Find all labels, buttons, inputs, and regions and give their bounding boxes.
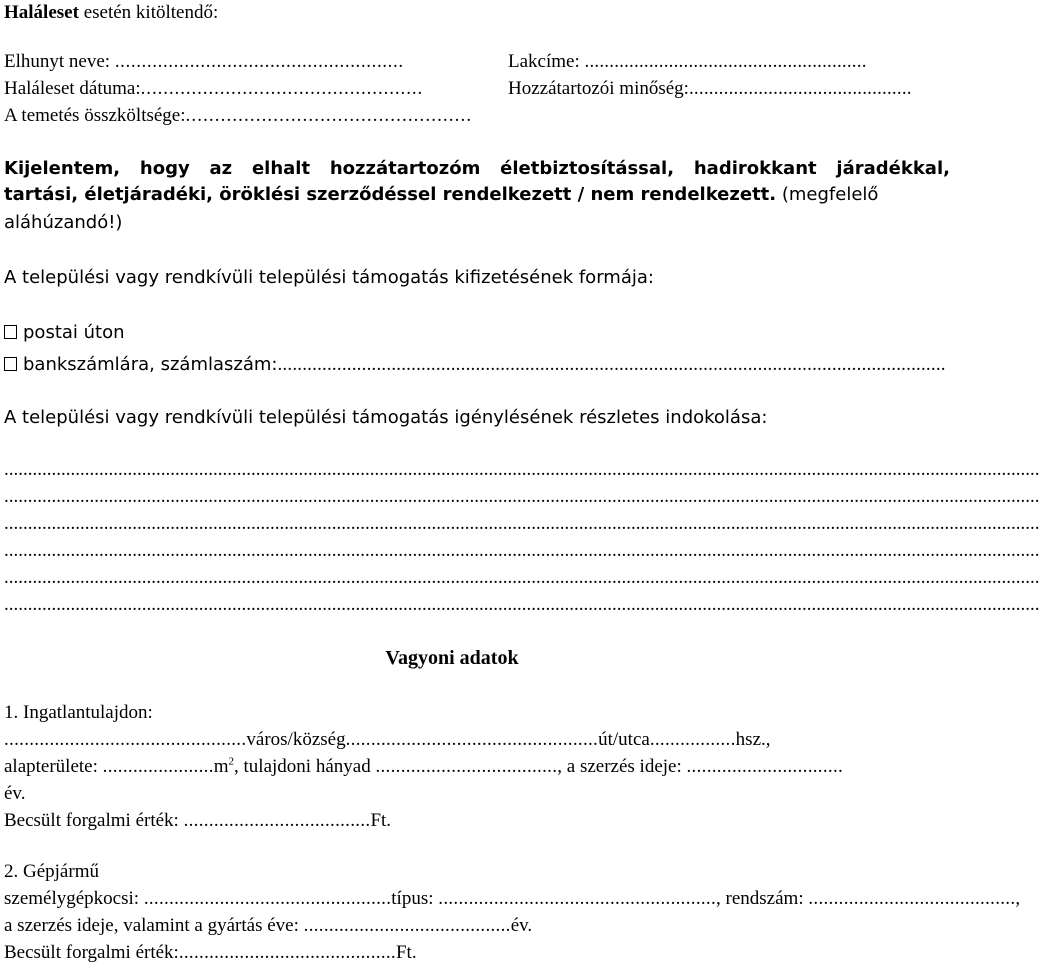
city-dots[interactable]: ................................................ [4,729,247,750]
property-area-line[interactable] [4,757,843,776]
justification-line[interactable]: .......................................................................................................................................................................................................................... [4,513,1040,534]
heading-rest: esetén kitöltendő: [78,2,219,23]
hsz-label: hsz., [735,729,771,750]
property-year-unit: év. [4,783,26,804]
justification-question: A települési vagy rendkívüli települési támogatás igénylésének részletes indokolása: [4,407,768,428]
declaration-note-end: aláhúzandó!) [4,212,123,233]
deceased-name-dots: ...................................................... [114,51,404,72]
hsz-dots[interactable]: ................. [649,729,736,750]
death-date-label: Haláleset dátuma: [4,78,141,99]
street-label: út/utca [598,729,650,750]
checkbox-bank[interactable] [4,357,17,371]
declaration-choice[interactable]: tartási, életjáradéki, öröklési szerződéssel rendelkezett / nem rendelkezett. [4,184,777,205]
property-value-line[interactable] [4,811,391,830]
property-value-label: Becsült forgalmi érték: [4,810,184,831]
relation-dots: ............................................. [688,78,912,99]
property-value-dots[interactable]: ..................................... [183,810,371,831]
death-date-dots: .................................................. [140,78,424,99]
declaration-word: hadirokkant [693,158,817,179]
share-dots[interactable]: .................................... [375,756,558,777]
declaration-word: járadékkal, [836,158,950,179]
justification-line[interactable]: .......................................................................................................................................................................................................................... [4,459,1040,480]
declaration-word: az [209,158,233,179]
area-dots[interactable]: ...................... [102,756,214,777]
postal-label: postai úton [23,322,125,343]
vehicle-value-label: Becsült forgalmi érték: [4,942,179,963]
death-date-field[interactable] [4,79,423,98]
address-dots: ......................................................... [584,51,867,72]
declaration-note: (megfelelő [776,184,879,205]
vehicle-value-currency: Ft. [395,942,417,963]
bank-account-dots[interactable]: ....................................................................................................................................... [277,354,946,375]
share-label: , tulajdoni hányad [234,756,376,777]
declaration-word: életbiztosítással, [500,158,675,179]
funeral-cost-field[interactable] [4,106,472,125]
justification-line[interactable]: .......................................................................................................................................................................................................................... [4,594,1040,615]
payment-option-postal[interactable] [4,324,125,342]
vehicle-value-line[interactable] [4,943,417,962]
vehicle-value-dots[interactable]: ........................................... [178,942,396,963]
property-location-line[interactable] [4,730,771,749]
plate-comma: , [1015,888,1021,909]
plate-dots[interactable]: ......................................... [808,888,1016,909]
checkbox-postal[interactable] [4,325,17,339]
funeral-cost-label: A temetés összköltsége: [4,105,186,126]
vehicle-year-label: a szerzés ideje, valamint a gyártás éve: [4,915,304,936]
property-value-currency: Ft. [370,810,392,831]
declaration-word: hogy [139,158,190,179]
area-unit-exponent: 2 [228,755,235,768]
area-label: alapterülete: [4,756,103,777]
declaration-line-1 [4,158,950,179]
payment-question: A települési vagy rendkívüli települési támogatás kifizetésének formája: [4,267,654,288]
declaration-word: hozzátartozóm [329,158,481,179]
declaration-line-3 [4,214,122,232]
acquisition-label: , a szerzés ideje: [557,756,687,777]
car-dots[interactable]: ................................................. [143,888,392,909]
address-label: Lakcíme: [508,51,585,72]
bank-label: bankszámlára, számlaszám: [23,354,278,375]
justification-line[interactable]: .......................................................................................................................................................................................................................... [4,486,1040,507]
city-label: város/község [246,729,346,750]
property-heading: 1. Ingatlantulajdon: [4,702,153,723]
relation-field[interactable] [508,79,912,98]
street-dots[interactable]: .................................................. [345,729,599,750]
car-label: személygépkocsi: [4,888,144,909]
vehicle-year-line[interactable] [4,916,532,935]
type-dots[interactable]: ....................................................... [438,888,717,909]
section-heading-death [4,3,218,22]
declaration-line-2 [4,186,878,204]
acquisition-dots[interactable]: ............................... [686,756,844,777]
plate-label: , rendszám: [716,888,809,909]
deceased-name-field[interactable] [4,52,404,71]
declaration-word: Kijelentem, [4,158,121,179]
declaration-word: elhalt [251,158,311,179]
area-unit: m [213,756,229,777]
justification-line[interactable]: .......................................................................................................................................................................................................................... [4,540,1040,561]
heading-bold: Haláleset [4,2,79,23]
address-field[interactable] [508,52,867,71]
deceased-name-label: Elhunyt neve: [4,51,115,72]
payment-option-bank[interactable] [4,354,946,375]
vehicle-heading: 2. Gépjármű [4,861,99,882]
assets-title: Vagyoni adatok [385,647,519,669]
justification-line[interactable]: .......................................................................................................................................................................................................................... [4,567,1040,588]
vehicle-year-dots[interactable]: ......................................... [303,915,511,936]
funeral-cost-dots: ................................................. [185,105,473,126]
vehicle-year-unit: év. [510,915,533,936]
type-label: típus: [391,888,439,909]
vehicle-type-line[interactable] [4,889,1020,908]
relation-label: Hozzátartozói minőség: [508,78,689,99]
